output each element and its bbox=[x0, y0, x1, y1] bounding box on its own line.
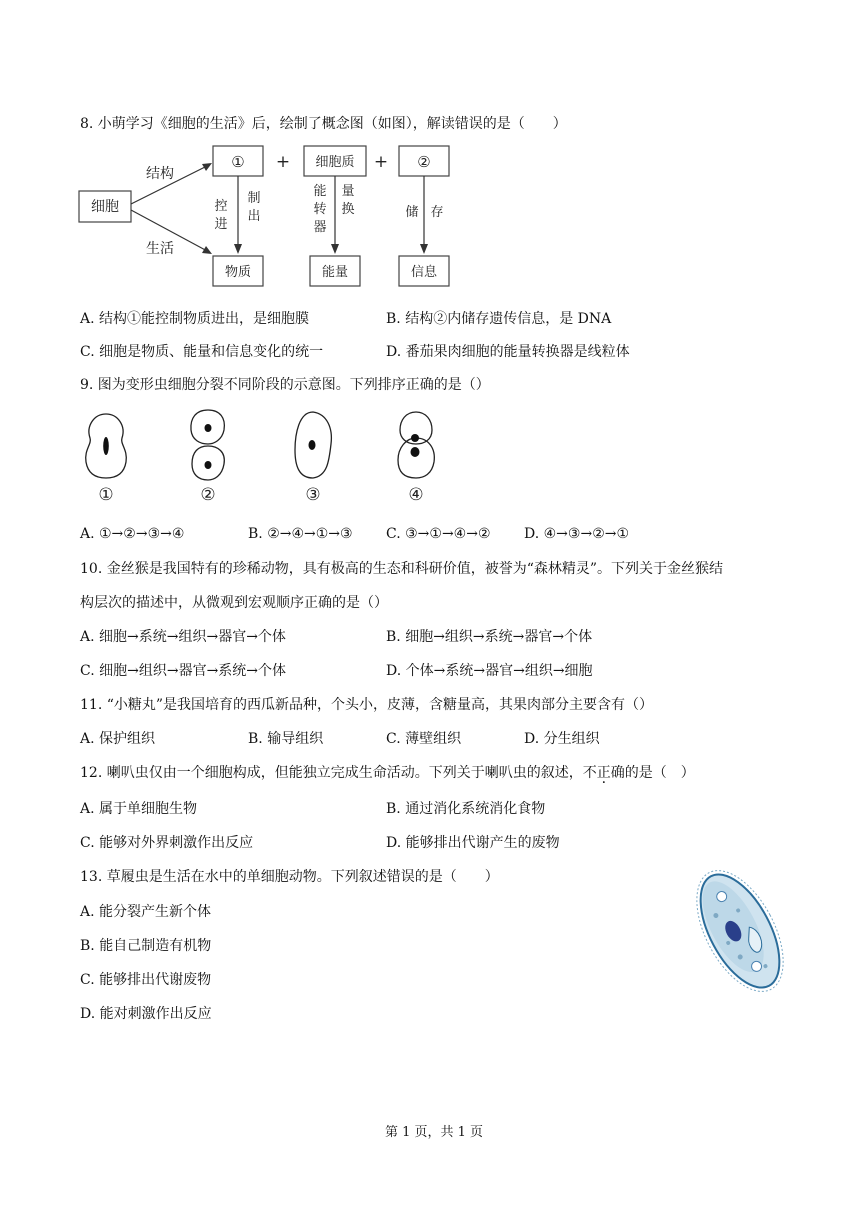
q10-stem-line2: 构层次的描述中，从微观到宏观顺序正确的是（） bbox=[80, 595, 388, 611]
q11-option-b[interactable]: B. 输导组织 bbox=[248, 731, 324, 747]
v-label-2a: 能 bbox=[313, 184, 327, 199]
q12-option-c[interactable]: C. 能够对外界刺激作出反应 bbox=[80, 835, 254, 851]
q13-option-b[interactable]: B. 能自己制造有机物 bbox=[80, 938, 212, 954]
q9-stem: 9. 图为变形虫细胞分裂不同阶段的示意图。下列排序正确的是（） bbox=[80, 377, 490, 393]
q13-option-d[interactable]: D. 能对刺激作出反应 bbox=[80, 1006, 212, 1022]
v-label-1a: 控 bbox=[214, 199, 228, 214]
out3-text: 信息 bbox=[410, 265, 438, 280]
cell-text: 细胞 bbox=[91, 199, 119, 215]
life-label: 生活 bbox=[146, 241, 174, 257]
v-label-2c: 器 bbox=[313, 220, 327, 235]
amoeba-stage-4 bbox=[398, 412, 434, 505]
q9-amoeba-figure bbox=[80, 408, 460, 508]
q11-option-a[interactable]: A. 保护组织 bbox=[80, 731, 156, 747]
q11-stem: 11. “小糖丸”是我国培育的西瓜新品种，个头小，皮薄，含糖量高，其果肉部分主要含有（） bbox=[80, 697, 654, 713]
stage-label-3: ③ bbox=[305, 485, 321, 505]
v-label-2e: 换 bbox=[341, 202, 355, 217]
amoeba-stage-3 bbox=[295, 412, 331, 505]
q9-option-c[interactable]: C. ③→①→④→② bbox=[386, 526, 491, 542]
page-footer: 第 1 页，共 1 页 bbox=[384, 1125, 484, 1140]
q12-stem-post: 的是（ ） bbox=[624, 765, 695, 781]
q12-stem-emphasis: 不正确 bbox=[582, 765, 625, 781]
v-label-1c: 制 bbox=[247, 191, 261, 206]
q9-option-b[interactable]: B. ②→④→①→③ bbox=[248, 526, 353, 542]
q9-option-d[interactable]: D. ④→③→②→① bbox=[524, 526, 630, 542]
amoeba-stage-1 bbox=[86, 414, 127, 505]
v-label-3a: 储 bbox=[405, 205, 419, 220]
box3-text: ② bbox=[417, 153, 431, 171]
q10-option-d[interactable]: D. 个体→系统→器官→组织→细胞 bbox=[386, 663, 593, 679]
amoeba-stage-2 bbox=[191, 410, 224, 505]
v-label-1d: 出 bbox=[247, 209, 261, 224]
out1-text: 物质 bbox=[224, 265, 252, 280]
q11-option-d[interactable]: D. 分生组织 bbox=[524, 731, 600, 747]
q11-option-c[interactable]: C. 薄壁组织 bbox=[386, 731, 462, 747]
paramecium-image bbox=[688, 862, 792, 1000]
q12-option-d[interactable]: D. 能够排出代谢产生的废物 bbox=[386, 835, 560, 851]
q12-option-b[interactable]: B. 通过消化系统消化食物 bbox=[386, 801, 546, 817]
structure-label: 结构 bbox=[146, 166, 174, 182]
q10-option-a[interactable]: A. 细胞→系统→组织→器官→个体 bbox=[80, 629, 286, 645]
v-label-2b: 转 bbox=[313, 202, 327, 217]
q10-option-b[interactable]: B. 细胞→组织→系统→器官→个体 bbox=[386, 629, 593, 645]
q13-option-a[interactable]: A. 能分裂产生新个体 bbox=[80, 904, 212, 920]
plus-2: + bbox=[373, 152, 389, 172]
v-label-2d: 量 bbox=[341, 184, 355, 199]
q13-stem: 13. 草履虫是生活在水中的单细胞动物。下列叙述错误的是（ ） bbox=[80, 869, 499, 885]
q9-option-a[interactable]: A. ①→②→③→④ bbox=[80, 526, 185, 542]
q10-option-c[interactable]: C. 细胞→组织→器官→系统→个体 bbox=[80, 663, 287, 679]
box1-text: ① bbox=[231, 153, 245, 171]
q8-option-d[interactable]: D. 番茄果肉细胞的能量转换器是线粒体 bbox=[386, 344, 630, 360]
q8-stem: 8. 小萌学习《细胞的生活》后，绘制了概念图（如图），解读错误的是（ ） bbox=[80, 116, 567, 132]
q8-option-b[interactable]: B. 结构②内储存遗传信息，是 DNA bbox=[386, 311, 612, 327]
q12-option-a[interactable]: A. 属于单细胞生物 bbox=[80, 801, 198, 817]
stage-label-4: ④ bbox=[408, 485, 424, 505]
stage-label-2: ② bbox=[200, 485, 216, 505]
v-label-1b: 进 bbox=[214, 217, 228, 232]
q8-concept-diagram bbox=[76, 140, 456, 290]
q8-option-a[interactable]: A. 结构①能控制物质进出，是细胞膜 bbox=[80, 311, 310, 327]
plus-1: + bbox=[275, 152, 291, 172]
q8-option-c[interactable]: C. 细胞是物质、能量和信息变化的统一 bbox=[80, 344, 324, 360]
out2-text: 能量 bbox=[321, 265, 349, 280]
stage-label-1: ① bbox=[98, 485, 114, 505]
q12-stem-pre: 12. 喇叭虫仅由一个细胞构成，但能独立完成生命活动。下列关于喇叭虫的叙述， bbox=[80, 765, 583, 781]
v-label-3b: 存 bbox=[430, 205, 444, 220]
q10-stem-line1: 10. 金丝猴是我国特有的珍稀动物，具有极高的生态和科研价值，被誉为“森林精灵”。下列关于金丝猴结 bbox=[80, 561, 724, 577]
box2-text: 细胞质 bbox=[315, 155, 355, 170]
q13-option-c[interactable]: C. 能够排出代谢废物 bbox=[80, 972, 212, 988]
q12-stem bbox=[80, 766, 695, 780]
